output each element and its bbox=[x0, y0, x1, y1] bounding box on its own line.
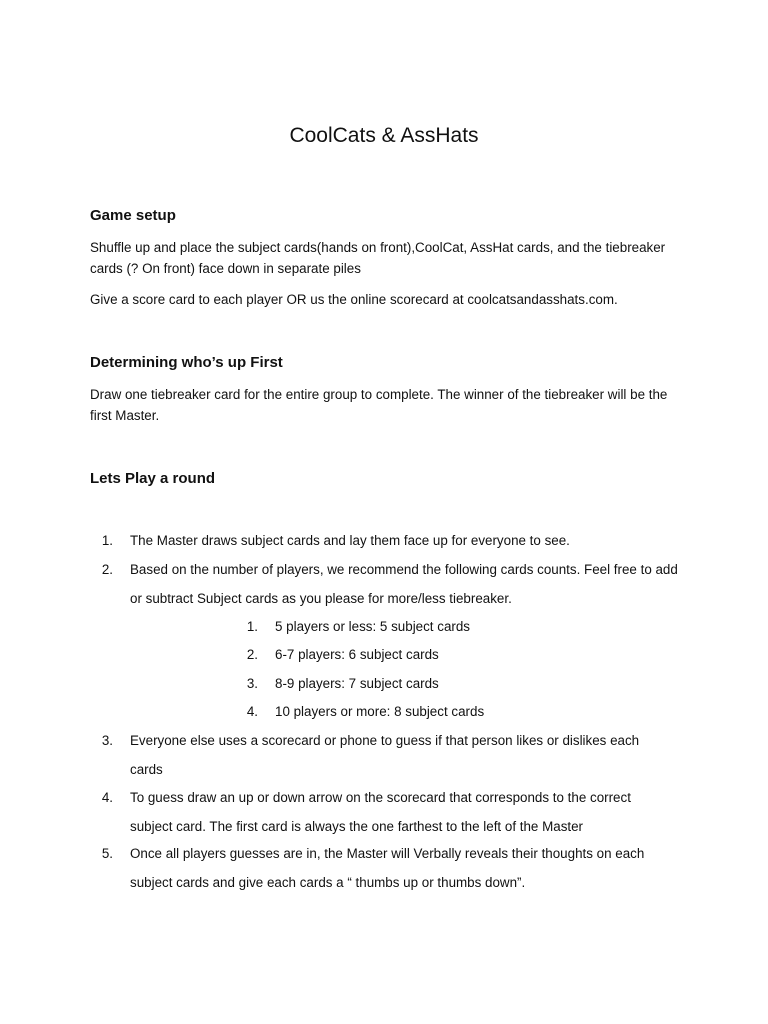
list-item-text: 6-7 players: 6 subject cards bbox=[275, 647, 439, 662]
paragraph-setup-2: Give a score card to each player OR us the online scorecard at coolcatsandasshats.com. bbox=[90, 292, 618, 307]
list-item-number: 4. bbox=[246, 704, 258, 719]
heading-play-round: Lets Play a round bbox=[90, 470, 216, 487]
list-item-number: 4. bbox=[101, 790, 113, 805]
list-item-number: 3. bbox=[246, 676, 258, 691]
list-item-text: To guess draw an up or down arrow on the scorecard that corresponds to the correct subject card. The first card is always the one farthest to the left of the Master bbox=[130, 790, 631, 834]
list-item-number: 1. bbox=[101, 533, 113, 548]
page-title: CoolCats & AssHats bbox=[289, 124, 479, 147]
list-item-number: 1. bbox=[246, 619, 258, 634]
heading-game-setup: Game setup bbox=[90, 207, 176, 224]
list-item-text: Based on the number of players, we recommend the following cards counts. Feel free to add or subtract Subject cards as you please for more/less tiebreaker. bbox=[130, 562, 678, 606]
list-item-text: 8-9 players: 7 subject cards bbox=[275, 676, 439, 691]
list-item-number: 2. bbox=[246, 647, 258, 662]
list-item-text: The Master draws subject cards and lay them face up for everyone to see. bbox=[130, 533, 570, 548]
list-item-text: Everyone else uses a scorecard or phone to guess if that person likes or dislikes each cards bbox=[130, 733, 640, 777]
list-item-text: 10 players or more: 8 subject cards bbox=[275, 704, 485, 719]
list-item-number: 2. bbox=[101, 562, 113, 577]
list-item-text: Once all players guesses are in, the Master will Verbally reveals their thoughts on each subject cards and give each cards a “ thumbs up or thumbs down”. bbox=[130, 846, 645, 890]
list-item-number: 3. bbox=[101, 733, 113, 748]
list-item-number: 5. bbox=[101, 846, 113, 861]
list-item-text: 5 players or less: 5 subject cards bbox=[275, 619, 470, 634]
paragraph-setup-1: Shuffle up and place the subject cards(hands on front),CoolCat, AssHat cards, and the tiebreaker cards (? On front) face down in separate piles bbox=[90, 240, 666, 276]
paragraph-first-1: Draw one tiebreaker card for the entire group to complete. The winner of the tiebreaker will be the first Master. bbox=[90, 387, 668, 423]
heading-determining-first: Determining who’s up First bbox=[90, 354, 283, 371]
